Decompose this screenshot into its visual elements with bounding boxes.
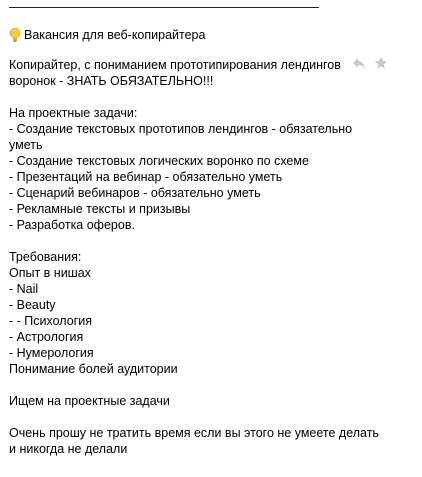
post-body-line: - Нумерология xyxy=(9,346,94,360)
post-body-line: Ищем на проектные задачи xyxy=(9,394,170,408)
post-body xyxy=(9,57,379,457)
post-body-line: - Создание текстовых прототипов лендингов - обязательно xyxy=(9,122,353,136)
post-body-line: уметь xyxy=(9,138,43,152)
blank-line xyxy=(9,377,359,393)
post-body-line: - Nail xyxy=(9,282,39,296)
blank-line xyxy=(9,89,359,105)
post-body-line: и никогда не делали xyxy=(9,442,128,456)
post-body-line: - Beauty xyxy=(9,298,56,312)
blank-line xyxy=(9,233,359,249)
post-body-line: - Астрология xyxy=(9,330,84,344)
post-body-line: Копирайтер, с пониманием прототипирования лендингов xyxy=(9,58,341,72)
post-body-line: воронок - ЗНАТЬ ОБЯЗАТЕЛЬНО!!! xyxy=(9,74,214,88)
post-body-line: - Разработка оферов. xyxy=(9,218,135,232)
post-body-line: Опыт в нишах xyxy=(9,266,91,280)
lightbulb-icon xyxy=(9,27,21,43)
post-body-line: Понимание болей аудитории xyxy=(9,362,178,376)
post-title-row xyxy=(9,27,205,43)
post-body-line: На проектные задачи: xyxy=(9,106,138,120)
top-divider xyxy=(9,7,319,8)
post-title: Вакансия для веб-копирайтера xyxy=(24,28,206,42)
post-body-line: - Презентаций на вебинар - обязательно уметь xyxy=(9,170,283,184)
post-body-line: - Рекламные тексты и призывы xyxy=(9,202,191,216)
star-icon[interactable] xyxy=(374,56,388,70)
post-body-line: Требования: xyxy=(9,250,82,264)
post-body-line: - Сценарий вебинаров - обязательно уметь xyxy=(9,186,261,200)
post-body-line: - - Психология xyxy=(9,314,92,328)
post-body-line: - Создание текстовых логических воронко по схеме xyxy=(9,154,309,168)
post-body-line: Очень прошу не тратить время если вы этого не умеете делать xyxy=(9,426,379,440)
blank-line xyxy=(9,409,359,425)
